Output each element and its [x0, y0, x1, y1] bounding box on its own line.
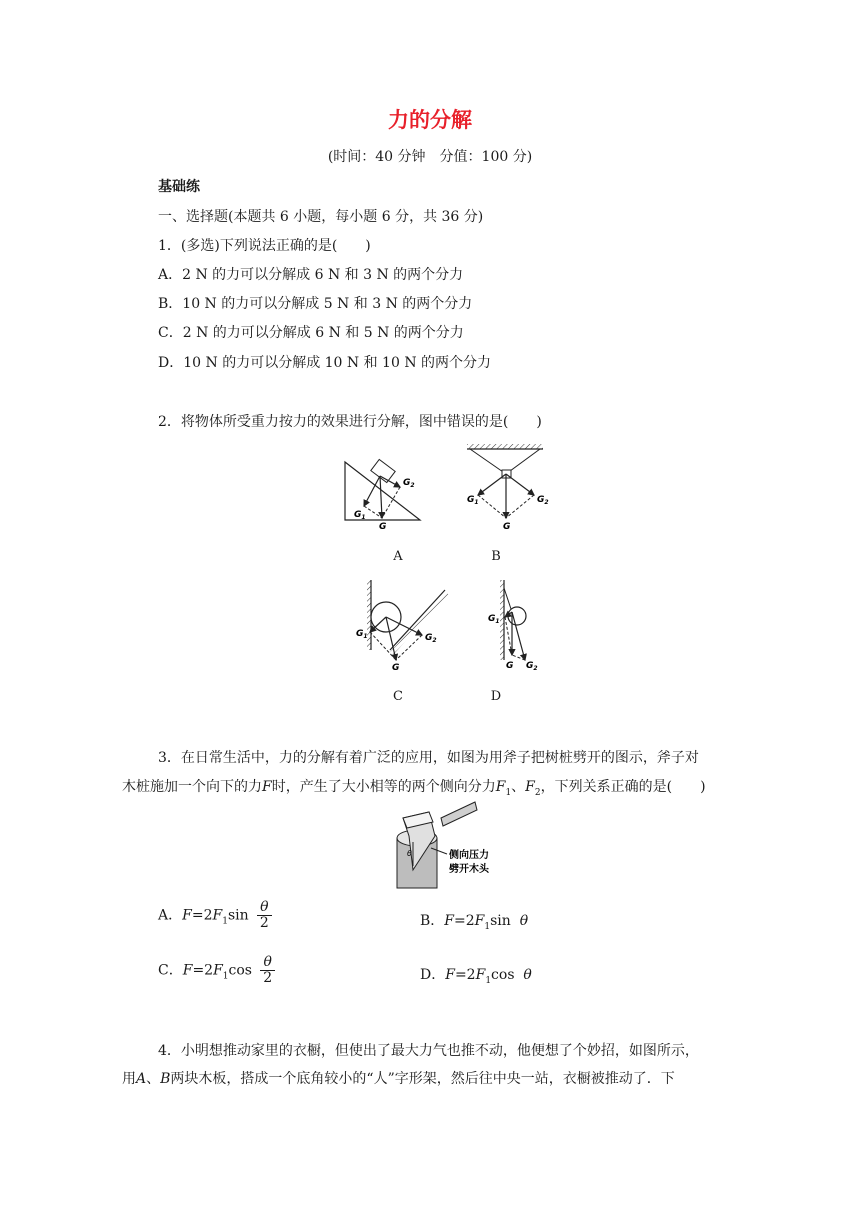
- q3-option-b-f: F: [444, 913, 455, 929]
- figure-label-b: B: [491, 549, 501, 564]
- q3-option-d-fn: cos: [491, 967, 515, 983]
- figure-d: [488, 580, 538, 672]
- figure-label-d: D: [490, 689, 502, 704]
- q4-line2: [122, 1068, 675, 1088]
- q4-sep: 、: [146, 1071, 161, 1087]
- svg-text:G1: [467, 495, 479, 506]
- time-score-info: (时间：40 分钟 分值：100 分): [327, 149, 533, 165]
- vector-sub-2-c: 2: [432, 637, 437, 644]
- q3-force-f1: F: [495, 779, 506, 795]
- q3-option-a-num: θ: [257, 900, 271, 916]
- q4-line2-a: 用: [122, 1071, 136, 1087]
- svg-text:G2: [425, 633, 437, 644]
- vector-label-g1-d: G: [488, 614, 496, 624]
- q1-option-b: B．10 N 的力可以分解成 5 N 和 3 N 的两个分力: [158, 296, 473, 312]
- q3-option-d-f: F: [445, 967, 455, 983]
- q3-option-b-sub: 1: [484, 921, 491, 932]
- q1-option-c: C．2 N 的力可以分解成 6 N 和 5 N 的两个分力: [158, 325, 464, 341]
- q3-option-a-fn: sin: [227, 907, 249, 924]
- vector-label-g-c: G: [392, 663, 400, 673]
- q3-option-b-expr: =2: [454, 913, 475, 929]
- svg-text:G2: [537, 495, 549, 506]
- q3-option-c: [158, 955, 275, 986]
- vector-label-g2-d: G: [526, 661, 534, 671]
- q3-option-a: [158, 900, 272, 931]
- figure-label-a: A: [393, 549, 403, 564]
- q3-option-a-label: A．: [158, 907, 183, 924]
- q3-sub-1: 1: [505, 787, 512, 798]
- figure-c: [356, 580, 447, 673]
- q3-line2-c: ，下列关系正确的是( ): [540, 779, 706, 795]
- vector-sub-1-d: 1: [495, 618, 500, 625]
- svg-text:G2: [526, 661, 538, 672]
- vector-sub-1-c: 1: [363, 633, 368, 640]
- q3-option-b-f1: F: [474, 913, 485, 929]
- q1-stem: 1．(多选)下列说法正确的是( ): [158, 238, 371, 254]
- q3-option-b: [420, 910, 528, 932]
- q4-board-a: A: [136, 1071, 147, 1087]
- q3-line2: [122, 776, 706, 798]
- vector-label-g1-c: G: [356, 629, 364, 639]
- q2-stem: 2．将物体所受重力按力的效果进行分解，图中错误的是( ): [158, 414, 542, 430]
- q3-option-b-fn: sin: [490, 913, 511, 929]
- q3-caption-line2: 劈开木头: [449, 864, 489, 875]
- vector-sub-2-a: 2: [410, 482, 415, 489]
- q3-force-f: F: [262, 779, 272, 795]
- q3-option-c-sub: 1: [222, 971, 229, 982]
- vector-sub-2-b: 2: [544, 499, 549, 506]
- q3-option-c-f: F: [182, 962, 193, 979]
- part-heading: 一、选择题(本题共 6 小题，每小题 6 分，共 36 分): [158, 209, 484, 225]
- q3-sep: 、: [511, 779, 526, 795]
- q1-option-a: A．2 N 的力可以分解成 6 N 和 3 N 的两个分力: [158, 267, 464, 283]
- svg-text:G2: [403, 478, 415, 489]
- q3-option-a-f: F: [182, 907, 192, 924]
- q3-option-c-fraction: [260, 955, 274, 986]
- figure-a: [345, 459, 420, 532]
- q3-line2-a: 木桩施加一个向下的力: [122, 779, 262, 795]
- q3-theta-mark: θ: [407, 849, 412, 858]
- figure-label-c: C: [393, 689, 403, 704]
- q3-option-c-fn: cos: [228, 962, 252, 979]
- svg-text:G1: [488, 614, 500, 625]
- q3-option-d-expr: =2: [454, 967, 476, 983]
- q3-option-c-expr: =2: [192, 962, 214, 979]
- q3-option-d-sub: 1: [485, 975, 492, 986]
- vector-label-g1-a: G: [354, 510, 362, 520]
- q4-line1: 4．小明想推动家里的衣橱，但使出了最大力气也推不动，他便想了个妙招，如图所示，: [158, 1043, 699, 1059]
- q1-option-d: D．10 N 的力可以分解成 10 N 和 10 N 的两个分力: [158, 355, 492, 371]
- q3-line2-b: 时，产生了大小相等的两个侧向分力: [271, 779, 496, 795]
- q3-option-c-label: C．: [158, 962, 183, 979]
- vector-sub-2-d: 2: [533, 665, 538, 672]
- q3-option-a-sub: 1: [222, 916, 228, 927]
- figure-b: [467, 444, 549, 532]
- vector-sub-1-b: 1: [474, 499, 479, 506]
- vector-label-g2-b: G: [537, 495, 545, 505]
- q3-force-f2: F: [525, 779, 535, 795]
- vector-label-g-a: G: [379, 522, 387, 532]
- vector-label-g-d: G: [506, 661, 514, 671]
- section-heading: 基础练: [158, 179, 200, 195]
- q3-option-b-label: B．: [420, 913, 445, 929]
- q3-option-c-den: 2: [263, 970, 273, 986]
- svg-text:G1: [356, 629, 368, 640]
- q3-sub-2: 2: [534, 787, 541, 798]
- q3-option-d: [420, 964, 532, 986]
- vector-label-g2-a: G: [403, 478, 411, 488]
- vector-label-g1-b: G: [467, 495, 475, 505]
- q3-line1: 3．在日常生活中，力的分解有着广泛的应用，如图为用斧子把树桩劈开的图示，斧子对: [158, 750, 699, 766]
- q3-option-a-f1: F: [212, 907, 223, 924]
- page-title: 力的分解: [388, 108, 472, 132]
- q3-option-b-arg: θ: [519, 913, 529, 929]
- vector-sub-1-a: 1: [361, 514, 366, 521]
- q3-option-a-den: 2: [259, 915, 269, 931]
- q4-board-b: B: [160, 1071, 171, 1087]
- q4-line2-b: 两块木板，搭成一个底角较小的“人”字形架，然后往中央一站，衣橱被推动了．下: [170, 1071, 675, 1087]
- vector-label-g-b: G: [503, 522, 511, 532]
- q3-axe-figure: [385, 800, 505, 892]
- q2-figures: [330, 440, 560, 690]
- q3-option-c-num: θ: [260, 955, 274, 971]
- q3-option-d-f1: F: [475, 967, 486, 983]
- q3-option-d-label: D．: [420, 967, 446, 983]
- q3-option-a-expr: =2: [191, 907, 213, 924]
- vector-label-g2-c: G: [425, 633, 433, 643]
- q3-caption-line1: 侧向压力: [449, 850, 489, 861]
- q3-option-d-arg: θ: [523, 967, 532, 983]
- q3-option-a-fraction: [257, 900, 271, 931]
- q3-option-c-f1: F: [213, 962, 223, 979]
